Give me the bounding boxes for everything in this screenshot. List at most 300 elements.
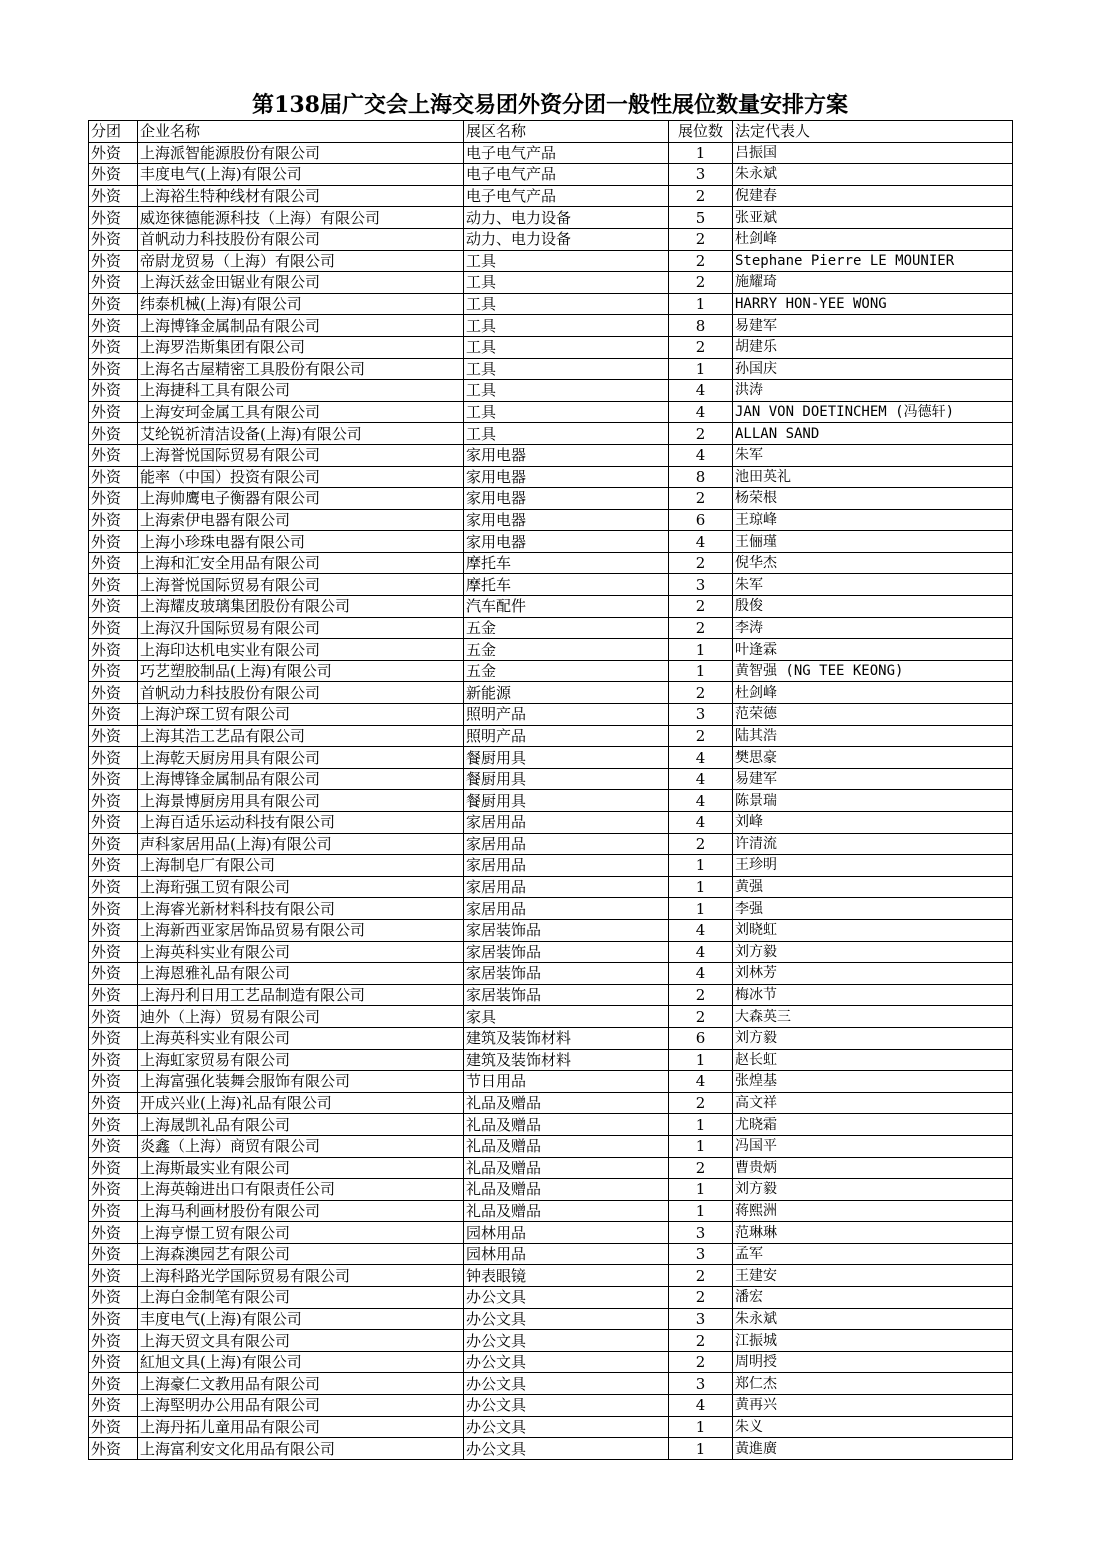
cell-group: 外资 bbox=[89, 898, 138, 920]
cell-exhibit-area: 家居装饰品 bbox=[464, 963, 669, 985]
cell-legal-representative: 叶逢霖 bbox=[733, 639, 1013, 661]
cell-legal-representative: 殷俊 bbox=[733, 596, 1013, 618]
cell-company: 上海晟凯礼品有限公司 bbox=[138, 1114, 464, 1136]
cell-exhibit-area: 家居装饰品 bbox=[464, 919, 669, 941]
cell-company: 迪外（上海）贸易有限公司 bbox=[138, 1006, 464, 1028]
cell-exhibit-area: 五金 bbox=[464, 639, 669, 661]
cell-company: 上海沃兹金田锯业有限公司 bbox=[138, 272, 464, 294]
cell-exhibit-area: 办公文具 bbox=[464, 1373, 669, 1395]
cell-legal-representative: 倪建春 bbox=[733, 185, 1013, 207]
cell-group: 外资 bbox=[89, 1071, 138, 1093]
cell-exhibit-area: 餐厨用具 bbox=[464, 768, 669, 790]
table-row bbox=[89, 596, 1013, 618]
cell-group: 外资 bbox=[89, 488, 138, 510]
cell-group: 外资 bbox=[89, 142, 138, 164]
cell-exhibit-area: 办公文具 bbox=[464, 1330, 669, 1352]
cell-legal-representative: 王珍明 bbox=[733, 855, 1013, 877]
table-row bbox=[89, 1135, 1013, 1157]
cell-group: 外资 bbox=[89, 747, 138, 769]
cell-company: 上海誉悦国际贸易有限公司 bbox=[138, 444, 464, 466]
cell-group: 外资 bbox=[89, 984, 138, 1006]
cell-exhibit-area: 电子电气产品 bbox=[464, 185, 669, 207]
cell-exhibit-area: 家用电器 bbox=[464, 509, 669, 531]
cell-exhibit-area: 节日用品 bbox=[464, 1071, 669, 1093]
cell-group: 外资 bbox=[89, 228, 138, 250]
table-header-row bbox=[89, 121, 1013, 143]
cell-legal-representative: 胡建乐 bbox=[733, 336, 1013, 358]
cell-exhibit-area: 工具 bbox=[464, 336, 669, 358]
cell-booth-count: 4 bbox=[669, 401, 733, 423]
table-row bbox=[89, 1265, 1013, 1287]
cell-legal-representative: HARRY HON-YEE WONG bbox=[733, 293, 1013, 315]
table-row bbox=[89, 876, 1013, 898]
cell-booth-count: 8 bbox=[669, 315, 733, 337]
cell-exhibit-area: 摩托车 bbox=[464, 552, 669, 574]
cell-booth-count: 2 bbox=[669, 423, 733, 445]
table-row bbox=[89, 833, 1013, 855]
table-row bbox=[89, 228, 1013, 250]
cell-group: 外资 bbox=[89, 725, 138, 747]
cell-legal-representative: 范琳琳 bbox=[733, 1222, 1013, 1244]
cell-booth-count: 2 bbox=[669, 185, 733, 207]
cell-group: 外资 bbox=[89, 509, 138, 531]
cell-company: 上海虹家贸易有限公司 bbox=[138, 1049, 464, 1071]
table-row bbox=[89, 1027, 1013, 1049]
cell-legal-representative: 黄再兴 bbox=[733, 1395, 1013, 1417]
cell-exhibit-area: 办公文具 bbox=[464, 1395, 669, 1417]
table-row bbox=[89, 250, 1013, 272]
cell-legal-representative: 朱军 bbox=[733, 444, 1013, 466]
cell-exhibit-area: 家居用品 bbox=[464, 898, 669, 920]
cell-booth-count: 4 bbox=[669, 747, 733, 769]
cell-legal-representative: 高文祥 bbox=[733, 1092, 1013, 1114]
table-row bbox=[89, 1438, 1013, 1460]
cell-company: 上海富强化装舞会服饰有限公司 bbox=[138, 1071, 464, 1093]
header-booth-count: 展位数 bbox=[669, 121, 733, 143]
cell-legal-representative: 洪涛 bbox=[733, 380, 1013, 402]
cell-exhibit-area: 家居用品 bbox=[464, 876, 669, 898]
cell-booth-count: 4 bbox=[669, 963, 733, 985]
cell-legal-representative: 易建军 bbox=[733, 315, 1013, 337]
cell-company: 上海天贸文具有限公司 bbox=[138, 1330, 464, 1352]
cell-group: 外资 bbox=[89, 466, 138, 488]
cell-booth-count: 3 bbox=[669, 1373, 733, 1395]
cell-legal-representative: 刘峰 bbox=[733, 812, 1013, 834]
cell-exhibit-area: 照明产品 bbox=[464, 725, 669, 747]
table-row bbox=[89, 552, 1013, 574]
cell-booth-count: 2 bbox=[669, 1287, 733, 1309]
cell-exhibit-area: 家居装饰品 bbox=[464, 941, 669, 963]
cell-exhibit-area: 礼品及赠品 bbox=[464, 1179, 669, 1201]
cell-group: 外资 bbox=[89, 423, 138, 445]
table-row bbox=[89, 1308, 1013, 1330]
cell-exhibit-area: 礼品及赠品 bbox=[464, 1135, 669, 1157]
cell-booth-count: 4 bbox=[669, 380, 733, 402]
cell-exhibit-area: 汽车配件 bbox=[464, 596, 669, 618]
cell-exhibit-area: 新能源 bbox=[464, 682, 669, 704]
cell-exhibit-area: 工具 bbox=[464, 272, 669, 294]
header-legal-representative: 法定代表人 bbox=[733, 121, 1013, 143]
cell-group: 外资 bbox=[89, 1438, 138, 1460]
cell-exhibit-area: 办公文具 bbox=[464, 1351, 669, 1373]
cell-group: 外资 bbox=[89, 250, 138, 272]
cell-company: 上海英科实业有限公司 bbox=[138, 941, 464, 963]
cell-booth-count: 2 bbox=[669, 596, 733, 618]
cell-company: 上海斯最实业有限公司 bbox=[138, 1157, 464, 1179]
cell-company: 上海罗浩斯集团有限公司 bbox=[138, 336, 464, 358]
cell-booth-count: 4 bbox=[669, 812, 733, 834]
cell-exhibit-area: 家用电器 bbox=[464, 466, 669, 488]
cell-booth-count: 2 bbox=[669, 552, 733, 574]
cell-company: 上海汉升国际贸易有限公司 bbox=[138, 617, 464, 639]
cell-company: 丰度电气(上海)有限公司 bbox=[138, 1308, 464, 1330]
cell-legal-representative: 朱义 bbox=[733, 1416, 1013, 1438]
cell-group: 外资 bbox=[89, 164, 138, 186]
cell-group: 外资 bbox=[89, 1265, 138, 1287]
table-row bbox=[89, 1395, 1013, 1417]
table-row bbox=[89, 639, 1013, 661]
cell-legal-representative: 黃進廣 bbox=[733, 1438, 1013, 1460]
cell-exhibit-area: 工具 bbox=[464, 293, 669, 315]
cell-legal-representative: 周明授 bbox=[733, 1351, 1013, 1373]
cell-group: 外资 bbox=[89, 293, 138, 315]
cell-booth-count: 3 bbox=[669, 1308, 733, 1330]
cell-booth-count: 2 bbox=[669, 488, 733, 510]
cell-legal-representative: 黄强 bbox=[733, 876, 1013, 898]
cell-exhibit-area: 动力、电力设备 bbox=[464, 207, 669, 229]
cell-booth-count: 1 bbox=[669, 1438, 733, 1460]
cell-company: 上海耀皮玻璃集团股份有限公司 bbox=[138, 596, 464, 618]
cell-exhibit-area: 工具 bbox=[464, 380, 669, 402]
table-row bbox=[89, 1114, 1013, 1136]
cell-legal-representative: 江振城 bbox=[733, 1330, 1013, 1352]
cell-company: 上海英科实业有限公司 bbox=[138, 1027, 464, 1049]
cell-exhibit-area: 礼品及赠品 bbox=[464, 1114, 669, 1136]
cell-booth-count: 2 bbox=[669, 1006, 733, 1028]
table-row bbox=[89, 660, 1013, 682]
cell-booth-count: 1 bbox=[669, 1049, 733, 1071]
cell-group: 外资 bbox=[89, 336, 138, 358]
table-row bbox=[89, 1330, 1013, 1352]
cell-exhibit-area: 摩托车 bbox=[464, 574, 669, 596]
cell-company: 上海珩强工贸有限公司 bbox=[138, 876, 464, 898]
table-row bbox=[89, 336, 1013, 358]
cell-exhibit-area: 工具 bbox=[464, 358, 669, 380]
table-row bbox=[89, 509, 1013, 531]
cell-exhibit-area: 礼品及赠品 bbox=[464, 1157, 669, 1179]
cell-exhibit-area: 照明产品 bbox=[464, 704, 669, 726]
cell-company: 上海英翰进出口有限责任公司 bbox=[138, 1179, 464, 1201]
cell-legal-representative: 李强 bbox=[733, 898, 1013, 920]
cell-legal-representative: 朱军 bbox=[733, 574, 1013, 596]
cell-booth-count: 4 bbox=[669, 1071, 733, 1093]
document-title: 第138届广交会上海交易团外资分团一般性展位数量安排方案 bbox=[252, 92, 848, 118]
cell-legal-representative: 许清流 bbox=[733, 833, 1013, 855]
cell-company: 上海其浩工艺品有限公司 bbox=[138, 725, 464, 747]
table-row bbox=[89, 380, 1013, 402]
table-row bbox=[89, 941, 1013, 963]
cell-group: 外资 bbox=[89, 639, 138, 661]
cell-company: 能率（中国）投资有限公司 bbox=[138, 466, 464, 488]
cell-exhibit-area: 建筑及装饰材料 bbox=[464, 1049, 669, 1071]
cell-group: 外资 bbox=[89, 941, 138, 963]
cell-group: 外资 bbox=[89, 660, 138, 682]
cell-group: 外资 bbox=[89, 919, 138, 941]
table-row bbox=[89, 984, 1013, 1006]
cell-booth-count: 2 bbox=[669, 1330, 733, 1352]
table-row bbox=[89, 466, 1013, 488]
cell-legal-representative: Stephane Pierre LE MOUNIER bbox=[733, 250, 1013, 272]
cell-group: 外资 bbox=[89, 596, 138, 618]
header-group: 分团 bbox=[89, 121, 138, 143]
cell-legal-representative: 池田英礼 bbox=[733, 466, 1013, 488]
cell-group: 外资 bbox=[89, 444, 138, 466]
cell-booth-count: 4 bbox=[669, 941, 733, 963]
cell-exhibit-area: 五金 bbox=[464, 660, 669, 682]
cell-group: 外资 bbox=[89, 358, 138, 380]
cell-company: 上海小珍珠电器有限公司 bbox=[138, 531, 464, 553]
cell-company: 上海博锋金属制品有限公司 bbox=[138, 315, 464, 337]
cell-group: 外资 bbox=[89, 833, 138, 855]
cell-company: 上海和汇安全用品有限公司 bbox=[138, 552, 464, 574]
cell-group: 外资 bbox=[89, 1135, 138, 1157]
cell-group: 外资 bbox=[89, 682, 138, 704]
cell-legal-representative: 杜剑峰 bbox=[733, 682, 1013, 704]
cell-company: 声科家居用品(上海)有限公司 bbox=[138, 833, 464, 855]
cell-legal-representative: 刘晓虹 bbox=[733, 919, 1013, 941]
table-body bbox=[89, 142, 1013, 1459]
cell-legal-representative: 潘宏 bbox=[733, 1287, 1013, 1309]
cell-company: 威迩徕德能源科技（上海）有限公司 bbox=[138, 207, 464, 229]
allocation-table bbox=[88, 120, 1013, 1460]
cell-exhibit-area: 办公文具 bbox=[464, 1438, 669, 1460]
cell-booth-count: 1 bbox=[669, 898, 733, 920]
table-row bbox=[89, 704, 1013, 726]
cell-exhibit-area: 园林用品 bbox=[464, 1222, 669, 1244]
cell-group: 外资 bbox=[89, 574, 138, 596]
cell-group: 外资 bbox=[89, 1373, 138, 1395]
table-row bbox=[89, 1179, 1013, 1201]
table-row bbox=[89, 423, 1013, 445]
cell-booth-count: 6 bbox=[669, 509, 733, 531]
table-row bbox=[89, 293, 1013, 315]
cell-legal-representative: 刘方毅 bbox=[733, 1179, 1013, 1201]
table-row bbox=[89, 617, 1013, 639]
cell-exhibit-area: 电子电气产品 bbox=[464, 164, 669, 186]
cell-legal-representative: 陈景瑞 bbox=[733, 790, 1013, 812]
cell-legal-representative: 杜剑峰 bbox=[733, 228, 1013, 250]
cell-booth-count: 1 bbox=[669, 293, 733, 315]
cell-group: 外资 bbox=[89, 1222, 138, 1244]
table-row bbox=[89, 207, 1013, 229]
table-row bbox=[89, 358, 1013, 380]
cell-exhibit-area: 家用电器 bbox=[464, 488, 669, 510]
cell-company: 开成兴业(上海)礼品有限公司 bbox=[138, 1092, 464, 1114]
cell-legal-representative: 刘方毅 bbox=[733, 941, 1013, 963]
cell-group: 外资 bbox=[89, 380, 138, 402]
table-row bbox=[89, 1287, 1013, 1309]
cell-booth-count: 1 bbox=[669, 660, 733, 682]
cell-exhibit-area: 家居装饰品 bbox=[464, 984, 669, 1006]
table-row bbox=[89, 747, 1013, 769]
cell-legal-representative: 杨荣根 bbox=[733, 488, 1013, 510]
cell-booth-count: 3 bbox=[669, 704, 733, 726]
cell-legal-representative: 王建安 bbox=[733, 1265, 1013, 1287]
cell-company: 丰度电气(上海)有限公司 bbox=[138, 164, 464, 186]
cell-legal-representative: 张煌基 bbox=[733, 1071, 1013, 1093]
cell-legal-representative: 郑仁杰 bbox=[733, 1373, 1013, 1395]
cell-exhibit-area: 办公文具 bbox=[464, 1287, 669, 1309]
cell-legal-representative: 倪华杰 bbox=[733, 552, 1013, 574]
cell-exhibit-area: 工具 bbox=[464, 315, 669, 337]
table-row bbox=[89, 1243, 1013, 1265]
cell-legal-representative: 赵长虹 bbox=[733, 1049, 1013, 1071]
cell-company: 上海亨憬工贸有限公司 bbox=[138, 1222, 464, 1244]
cell-exhibit-area: 办公文具 bbox=[464, 1416, 669, 1438]
cell-booth-count: 1 bbox=[669, 855, 733, 877]
cell-exhibit-area: 办公文具 bbox=[464, 1308, 669, 1330]
cell-legal-representative: 刘方毅 bbox=[733, 1027, 1013, 1049]
table-row bbox=[89, 272, 1013, 294]
cell-exhibit-area: 餐厨用具 bbox=[464, 790, 669, 812]
cell-booth-count: 4 bbox=[669, 790, 733, 812]
cell-booth-count: 6 bbox=[669, 1027, 733, 1049]
cell-group: 外资 bbox=[89, 1092, 138, 1114]
cell-exhibit-area: 工具 bbox=[464, 250, 669, 272]
cell-booth-count: 4 bbox=[669, 919, 733, 941]
cell-legal-representative: 施耀琦 bbox=[733, 272, 1013, 294]
cell-legal-representative: 吕振国 bbox=[733, 142, 1013, 164]
cell-exhibit-area: 家居用品 bbox=[464, 812, 669, 834]
table-row bbox=[89, 898, 1013, 920]
table-row bbox=[89, 812, 1013, 834]
cell-legal-representative: 张亚斌 bbox=[733, 207, 1013, 229]
cell-legal-representative: 陆其浩 bbox=[733, 725, 1013, 747]
cell-legal-representative: 黄智强 (NG TEE KEONG) bbox=[733, 660, 1013, 682]
cell-booth-count: 1 bbox=[669, 876, 733, 898]
cell-company: 上海堅明办公用品有限公司 bbox=[138, 1395, 464, 1417]
cell-booth-count: 2 bbox=[669, 1265, 733, 1287]
cell-exhibit-area: 家用电器 bbox=[464, 531, 669, 553]
cell-exhibit-area: 动力、电力设备 bbox=[464, 228, 669, 250]
cell-booth-count: 2 bbox=[669, 228, 733, 250]
cell-booth-count: 3 bbox=[669, 574, 733, 596]
cell-exhibit-area: 家用电器 bbox=[464, 444, 669, 466]
cell-group: 外资 bbox=[89, 876, 138, 898]
cell-group: 外资 bbox=[89, 704, 138, 726]
cell-group: 外资 bbox=[89, 812, 138, 834]
table-row bbox=[89, 444, 1013, 466]
cell-legal-representative: 朱永斌 bbox=[733, 164, 1013, 186]
cell-booth-count: 1 bbox=[669, 1114, 733, 1136]
cell-group: 外资 bbox=[89, 1287, 138, 1309]
cell-booth-count: 5 bbox=[669, 207, 733, 229]
cell-exhibit-area: 钟表眼镜 bbox=[464, 1265, 669, 1287]
cell-legal-representative: 樊思豪 bbox=[733, 747, 1013, 769]
cell-group: 外资 bbox=[89, 1200, 138, 1222]
cell-booth-count: 4 bbox=[669, 1395, 733, 1417]
table-row bbox=[89, 768, 1013, 790]
cell-company: 艾纶锐祈清洁设备(上海)有限公司 bbox=[138, 423, 464, 445]
cell-booth-count: 1 bbox=[669, 358, 733, 380]
cell-company: 上海恩雅礼品有限公司 bbox=[138, 963, 464, 985]
cell-exhibit-area: 五金 bbox=[464, 617, 669, 639]
cell-booth-count: 2 bbox=[669, 833, 733, 855]
table-row bbox=[89, 1200, 1013, 1222]
cell-company: 上海乾天厨房用具有限公司 bbox=[138, 747, 464, 769]
cell-booth-count: 2 bbox=[669, 1092, 733, 1114]
cell-company: 首帆动力科技股份有限公司 bbox=[138, 228, 464, 250]
cell-booth-count: 4 bbox=[669, 531, 733, 553]
cell-exhibit-area: 工具 bbox=[464, 423, 669, 445]
cell-company: 首帆动力科技股份有限公司 bbox=[138, 682, 464, 704]
cell-group: 外资 bbox=[89, 207, 138, 229]
cell-booth-count: 2 bbox=[669, 682, 733, 704]
cell-booth-count: 2 bbox=[669, 984, 733, 1006]
cell-legal-representative: 大森英三 bbox=[733, 1006, 1013, 1028]
cell-company: 上海制皂厂有限公司 bbox=[138, 855, 464, 877]
cell-exhibit-area: 礼品及赠品 bbox=[464, 1200, 669, 1222]
table-row bbox=[89, 574, 1013, 596]
header-exhibit-area: 展区名称 bbox=[464, 121, 669, 143]
cell-company: 巧艺塑胶制品(上海)有限公司 bbox=[138, 660, 464, 682]
cell-booth-count: 1 bbox=[669, 1135, 733, 1157]
table-row bbox=[89, 682, 1013, 704]
cell-legal-representative: 李涛 bbox=[733, 617, 1013, 639]
table-row bbox=[89, 401, 1013, 423]
table-row bbox=[89, 1092, 1013, 1114]
cell-booth-count: 2 bbox=[669, 336, 733, 358]
table-row bbox=[89, 790, 1013, 812]
cell-booth-count: 2 bbox=[669, 1351, 733, 1373]
cell-exhibit-area: 工具 bbox=[464, 401, 669, 423]
table-row bbox=[89, 164, 1013, 186]
cell-booth-count: 4 bbox=[669, 768, 733, 790]
cell-group: 外资 bbox=[89, 185, 138, 207]
cell-group: 外资 bbox=[89, 1243, 138, 1265]
table-row bbox=[89, 919, 1013, 941]
cell-legal-representative: ALLAN SAND bbox=[733, 423, 1013, 445]
cell-group: 外资 bbox=[89, 790, 138, 812]
cell-legal-representative: 范荣德 bbox=[733, 704, 1013, 726]
cell-legal-representative: JAN VON DOETINCHEM (冯德轩) bbox=[733, 401, 1013, 423]
cell-group: 外资 bbox=[89, 552, 138, 574]
cell-exhibit-area: 家具 bbox=[464, 1006, 669, 1028]
cell-company: 上海帅鹰电子衡器有限公司 bbox=[138, 488, 464, 510]
cell-company: 上海景博厨房用具有限公司 bbox=[138, 790, 464, 812]
cell-company: 上海丹利日用工艺品制造有限公司 bbox=[138, 984, 464, 1006]
table-row bbox=[89, 1071, 1013, 1093]
cell-booth-count: 1 bbox=[669, 1416, 733, 1438]
cell-company: 炎鑫（上海）商贸有限公司 bbox=[138, 1135, 464, 1157]
cell-company: 上海富利安文化用品有限公司 bbox=[138, 1438, 464, 1460]
table-row bbox=[89, 1157, 1013, 1179]
cell-group: 外资 bbox=[89, 272, 138, 294]
cell-company: 上海科路光学国际贸易有限公司 bbox=[138, 1265, 464, 1287]
cell-legal-representative: 梅冰节 bbox=[733, 984, 1013, 1006]
cell-company: 上海马利画材股份有限公司 bbox=[138, 1200, 464, 1222]
cell-group: 外资 bbox=[89, 531, 138, 553]
cell-legal-representative: 王琼峰 bbox=[733, 509, 1013, 531]
cell-group: 外资 bbox=[89, 855, 138, 877]
cell-legal-representative: 冯国平 bbox=[733, 1135, 1013, 1157]
cell-company: 上海誉悦国际贸易有限公司 bbox=[138, 574, 464, 596]
cell-group: 外资 bbox=[89, 401, 138, 423]
table-row bbox=[89, 963, 1013, 985]
table-row bbox=[89, 1006, 1013, 1028]
cell-group: 外资 bbox=[89, 1308, 138, 1330]
cell-company: 上海博锋金属制品有限公司 bbox=[138, 768, 464, 790]
